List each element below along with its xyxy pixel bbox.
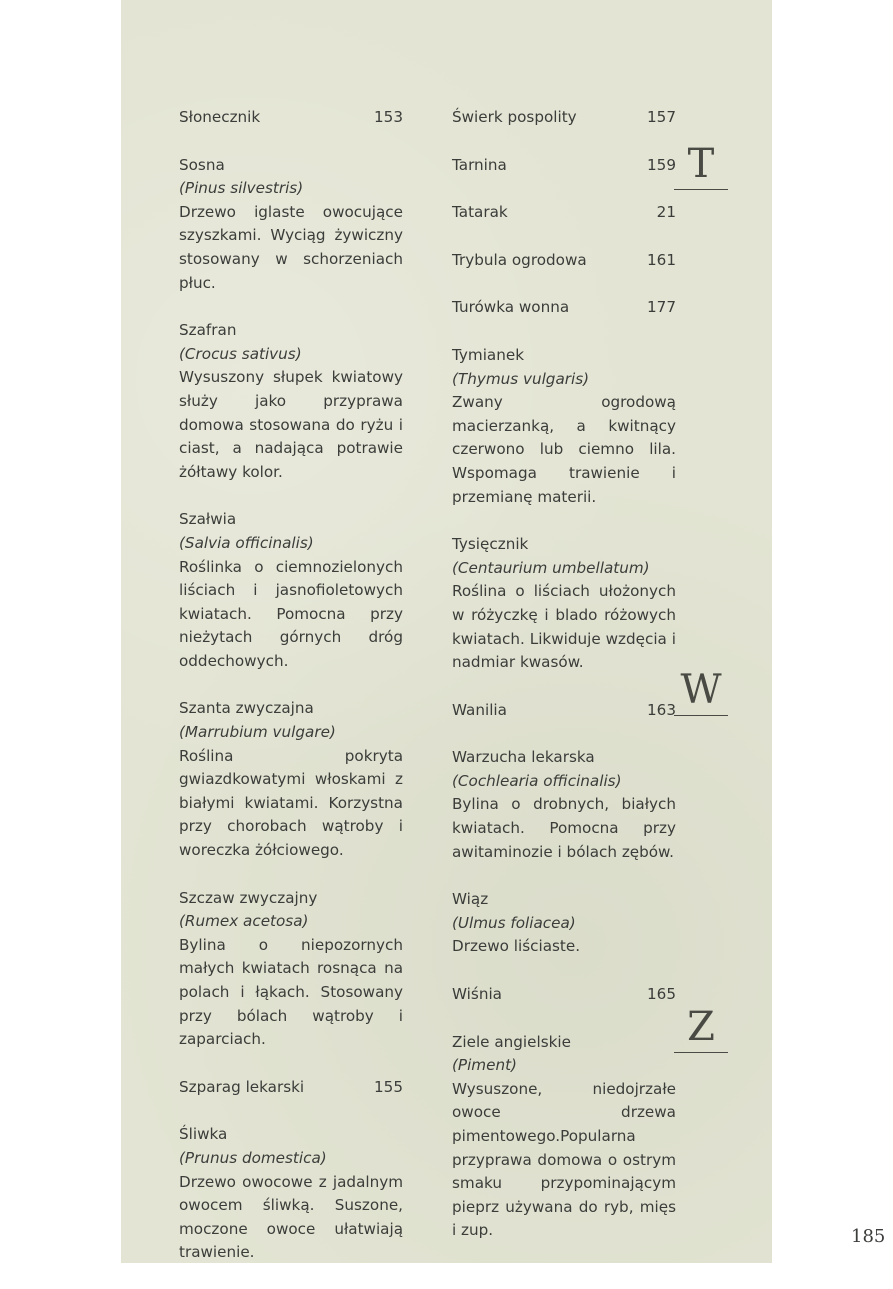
entry-latin-name: (Thymus vulgaris)	[452, 369, 590, 388]
entry-name: Tatarak	[452, 203, 508, 222]
page-number: 185	[851, 1226, 886, 1247]
entry-heading	[452, 983, 676, 1007]
entry-heading	[452, 699, 676, 723]
entry-name: Wanilia	[452, 700, 507, 719]
entry-description: Zwany ogrodową macierzanką, a kwitnący czerwono lub ciemno lila. Wspomaga trawienie i przemianę materii.	[452, 393, 676, 506]
entry-description: Bylina o niepozornych małych kwiatach rosnąca na polach i łąkach. Stosowany przy bólach wątroby i zaparciach.	[179, 935, 403, 1049]
entry-name: Szafran	[179, 321, 237, 340]
entry-page-number: 177	[647, 298, 676, 317]
entry-heading	[179, 154, 403, 178]
index-entry	[179, 697, 403, 862]
index-entry	[179, 106, 403, 130]
entry-latin-name: (Salvia officinalis)	[179, 533, 314, 552]
entry-latin-name: (Marrubium vulgare)	[179, 723, 336, 742]
entry-name: Świerk pospolity	[452, 108, 577, 126]
entry-description: Wysuszone, niedojrzałe owoce drzewa pimentowego.Popularna przyprawa domowa o ostrym smaku przypominającym pieprz używana do ryb, mięs i zup.	[452, 1079, 676, 1240]
index-entry	[452, 699, 676, 723]
entry-latin-name: (Rumex acetosa)	[179, 912, 309, 931]
index-entry	[452, 344, 676, 509]
entry-page-number: 159	[647, 155, 676, 174]
book-page	[121, 0, 886, 1263]
left-column	[179, 106, 403, 1289]
entry-heading	[452, 154, 676, 178]
index-entry	[452, 201, 676, 225]
entry-name: Tarnina	[452, 155, 507, 174]
entry-page-number: 165	[647, 985, 676, 1004]
entry-heading	[179, 508, 403, 532]
entry-page-number: 157	[647, 108, 676, 126]
entry-name: Szanta zwyczajna	[179, 699, 314, 718]
entry-latin-name: (Crocus sativus)	[179, 344, 302, 363]
entry-latin-name: (Ulmus foliacea)	[452, 913, 576, 932]
entry-name: Wiąz	[452, 890, 489, 909]
index-entry	[452, 154, 676, 178]
entry-name: Wiśnia	[452, 985, 502, 1004]
index-entry	[179, 887, 403, 1052]
section-letter-t: T	[674, 144, 728, 190]
entry-heading	[179, 887, 403, 911]
index-entry	[452, 106, 676, 130]
section-letter-z: Z	[674, 1007, 728, 1053]
entry-heading	[452, 888, 676, 912]
entry-heading	[452, 106, 676, 130]
entry-name: Warzucha lekarska	[452, 748, 595, 767]
entry-description: Drzewo owocowe z jadalnym owocem śliwką. Suszone, moczone owoce ułatwiają trawienie.	[179, 1172, 403, 1262]
entry-description: Wysuszony słupek kwiatowy służy jako przyprawa domowa stosowana do ryżu i ciast, a nadająca potrawie żółtawy kolor.	[179, 368, 403, 481]
index-entry	[452, 249, 676, 273]
entry-heading	[452, 344, 676, 368]
entry-latin-name: (Cochlearia officinalis)	[452, 771, 622, 790]
entry-heading	[452, 249, 676, 273]
entry-heading	[179, 1123, 403, 1147]
entry-description: Roślina pokryta gwiazdkowatymi włoskami z białymi kwiatami. Korzystna przy chorobach wątroby i woreczka żółciowego.	[179, 746, 403, 860]
entry-heading	[452, 1031, 676, 1055]
index-entry	[452, 983, 676, 1007]
entry-name: Turówka wonna	[452, 298, 570, 317]
entry-name: Śliwka	[179, 1125, 228, 1144]
entry-name: Szałwia	[179, 510, 237, 529]
entry-page-number: 21	[656, 203, 676, 222]
entry-latin-name: (Centaurium umbellatum)	[452, 558, 650, 577]
entry-description: Roślinka o ciemnozielonych liściach i jasnofioletowych kwiatach. Pomocna przy nieżytach górnych dróg oddechowych.	[179, 557, 403, 670]
entry-description: Roślina o liściach ułożonych w różyczkę i blado różowych kwiatach. Likwiduje wzdęcia i nadmiar kwasów.	[452, 582, 676, 672]
entry-latin-name: (Pinus silvestris)	[179, 179, 304, 198]
entry-name: Tysięcznik	[452, 535, 529, 554]
entry-heading	[179, 106, 403, 130]
entry-heading	[452, 533, 676, 557]
index-entry	[179, 319, 403, 484]
entry-name: Sosna	[179, 155, 225, 174]
index-entry	[179, 1076, 403, 1100]
entry-heading	[452, 296, 676, 320]
index-entry	[452, 296, 676, 320]
entry-name: Ziele angielskie	[452, 1032, 571, 1051]
entry-heading	[179, 1076, 403, 1100]
entry-name: Słonecznik	[179, 108, 261, 126]
entry-heading	[179, 319, 403, 343]
entry-heading	[452, 201, 676, 225]
entry-heading	[179, 697, 403, 721]
entry-name: Szczaw zwyczajny	[179, 888, 318, 907]
entry-name: Szparag lekarski	[179, 1077, 305, 1096]
right-column	[452, 106, 676, 1267]
entry-page-number: 153	[374, 108, 403, 126]
entry-page-number: 163	[647, 700, 676, 719]
entry-page-number: 155	[374, 1077, 403, 1096]
index-entry	[452, 1031, 676, 1243]
entry-description: Drzewo iglaste owocujące szyszkami. Wyciąg żywiczny stosowany w schorzeniach płuc.	[179, 202, 403, 292]
entry-description: Drzewo liściaste.	[452, 937, 581, 956]
index-entry	[179, 154, 403, 296]
entry-heading	[452, 746, 676, 770]
index-entry	[452, 746, 676, 864]
index-entry	[452, 533, 676, 675]
index-entry	[179, 508, 403, 673]
entry-name: Tymianek	[452, 345, 524, 364]
index-entry	[179, 1123, 403, 1265]
section-letter-w: W	[674, 670, 728, 716]
index-entry	[452, 888, 676, 959]
entry-latin-name: (Piment)	[452, 1056, 517, 1075]
entry-description: Bylina o drobnych, białych kwiatach. Pomocna przy awitaminozie i bólach zębów.	[452, 795, 676, 861]
entry-page-number: 161	[647, 250, 676, 269]
entry-name: Trybula ogrodowa	[452, 250, 587, 269]
entry-latin-name: (Prunus domestica)	[179, 1148, 327, 1167]
